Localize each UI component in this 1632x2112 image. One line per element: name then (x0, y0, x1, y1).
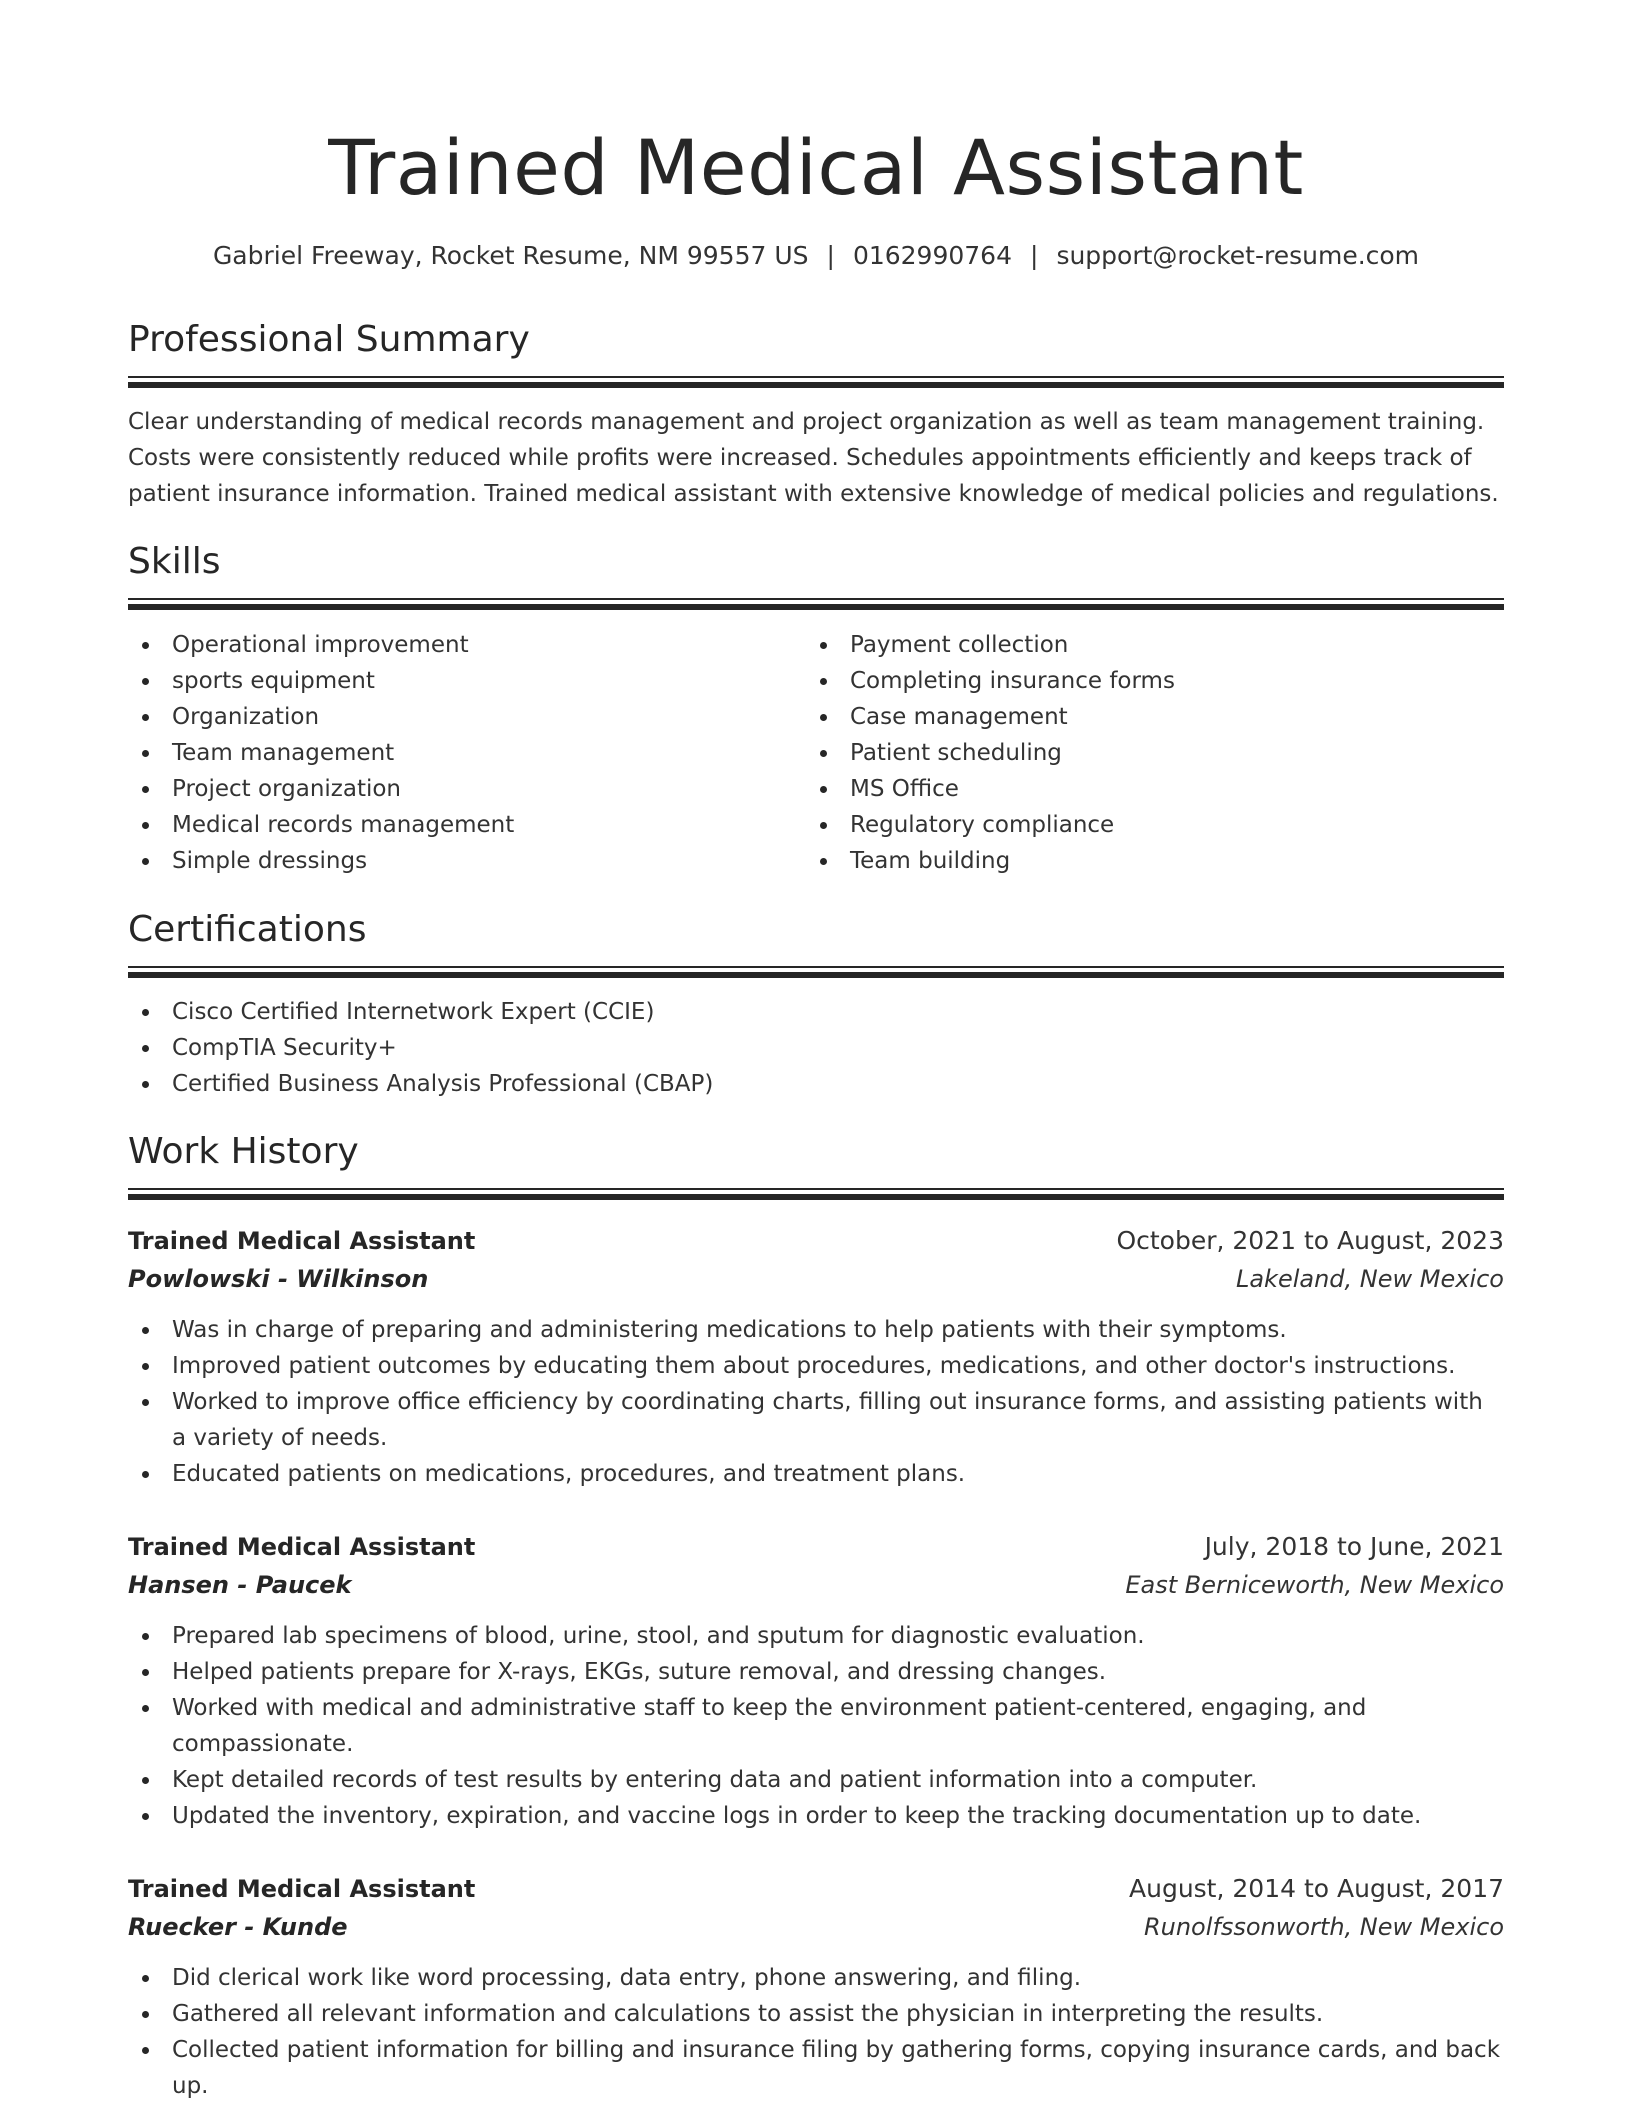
list-item: Payment collection (806, 627, 1484, 663)
list-item: Prepared lab specimens of blood, urine, stool, and sputum for diagnostic evaluation. (128, 1618, 1504, 1654)
list-item: Collected patient information for billing and insurance filing by gathering forms, copying insurance cards, and back up. (128, 2032, 1504, 2104)
job-location: Runolfssonworth, New Mexico (1143, 1913, 1504, 1941)
job-company: Hansen - Paucek (128, 1571, 352, 1599)
skills-section (128, 538, 1504, 586)
list-item: Was in charge of preparing and administering medications to help patients with their symptoms. (128, 1312, 1504, 1348)
section-heading: Work History (128, 1131, 359, 1172)
resume-title: Trained Medical Assistant (328, 123, 1304, 212)
list-item: Kept detailed records of test results by entering data and patient information into a computer. (128, 1762, 1504, 1798)
section-divider (128, 966, 1504, 978)
work-history-section (128, 1128, 1504, 1176)
list-item: Updated the inventory, expiration, and vaccine logs in order to keep the tracking documentation up to date. (128, 1798, 1504, 1834)
skills-column-left (128, 627, 806, 879)
skills-list (128, 627, 1504, 879)
list-item: Did clerical work like word processing, data entry, phone answering, and filing. (128, 1960, 1504, 1996)
certifications-list (128, 994, 1504, 1102)
contact-line (128, 238, 1504, 274)
summary-text: Clear understanding of medical records management and project organization as well as team management training. Costs were consistently reduced while profits were increased. Schedules appointments efficiently and keeps track of patient insurance information. Trained medical assistant with extensive knowledge of medical policies and regulations. (128, 409, 1499, 507)
job-dates: July, 2018 to June, 2021 (1204, 1532, 1504, 1561)
certifications-list-wrap (128, 994, 1504, 1102)
list-item: Team building (806, 843, 1484, 879)
list-item: Organization (128, 699, 806, 735)
section-heading: Professional Summary (128, 319, 530, 360)
job-title: Trained Medical Assistant (128, 1875, 476, 1903)
list-item: Regulatory compliance (806, 807, 1484, 843)
contact-phone: 0162990764 (852, 241, 1012, 270)
list-item: Operational improvement (128, 627, 806, 663)
contact-address: Gabriel Freeway, Rocket Resume, NM 99557 US (212, 241, 809, 270)
job-dates: October, 2021 to August, 2023 (1116, 1226, 1504, 1255)
list-item: Simple dressings (128, 843, 806, 879)
job-location: East Berniceworth, New Mexico (1125, 1571, 1504, 1599)
skills-column-right (806, 627, 1484, 879)
job-bullets (128, 1960, 1504, 2104)
list-item: Project organization (128, 771, 806, 807)
summary-section (128, 316, 1504, 364)
section-divider (128, 376, 1504, 388)
list-item: Improved patient outcomes by educating them about procedures, medications, and other doctor's instructions. (128, 1348, 1504, 1384)
list-item: MS Office (806, 771, 1484, 807)
job-bullets (128, 1618, 1504, 1834)
section-heading: Certifications (128, 909, 367, 950)
job-entry (128, 1870, 1504, 2104)
list-item: Educated patients on medications, procedures, and treatment plans. (128, 1456, 1504, 1492)
list-item: Completing insurance forms (806, 663, 1484, 699)
list-item: Worked to improve office efficiency by coordinating charts, filling out insurance forms, and assisting patients with a variety of needs. (128, 1384, 1504, 1456)
section-heading: Skills (128, 541, 221, 582)
job-entry (128, 1528, 1504, 1834)
job-dates: August, 2014 to August, 2017 (1129, 1874, 1504, 1903)
section-divider (128, 598, 1504, 610)
job-company: Powlowski - Wilkinson (128, 1265, 429, 1293)
job-title: Trained Medical Assistant (128, 1533, 476, 1561)
certifications-section (128, 906, 1504, 954)
contact-separator: | (1030, 241, 1039, 270)
list-item: Gathered all relevant information and calculations to assist the physician in interpreting the results. (128, 1996, 1504, 2032)
list-item: Team management (128, 735, 806, 771)
contact-email: support@rocket-resume.com (1056, 241, 1420, 270)
job-title: Trained Medical Assistant (128, 1227, 476, 1255)
list-item: Patient scheduling (806, 735, 1484, 771)
job-bullets (128, 1312, 1504, 1492)
list-item: Helped patients prepare for X-rays, EKGs, suture removal, and dressing changes. (128, 1654, 1504, 1690)
list-item: sports equipment (128, 663, 806, 699)
job-company: Ruecker - Kunde (128, 1913, 348, 1941)
job-location: Lakeland, New Mexico (1235, 1265, 1504, 1293)
job-entry (128, 1222, 1504, 1492)
contact-separator: | (826, 241, 835, 270)
list-item: Cisco Certified Internetwork Expert (CCIE) (128, 994, 1504, 1030)
list-item: CompTIA Security+ (128, 1030, 1504, 1066)
section-divider (128, 1188, 1504, 1200)
list-item: Case management (806, 699, 1484, 735)
list-item: Medical records management (128, 807, 806, 843)
list-item: Certified Business Analysis Professional (CBAP) (128, 1066, 1504, 1102)
list-item: Worked with medical and administrative staff to keep the environment patient-centered, engaging, and compassionate. (128, 1690, 1504, 1762)
